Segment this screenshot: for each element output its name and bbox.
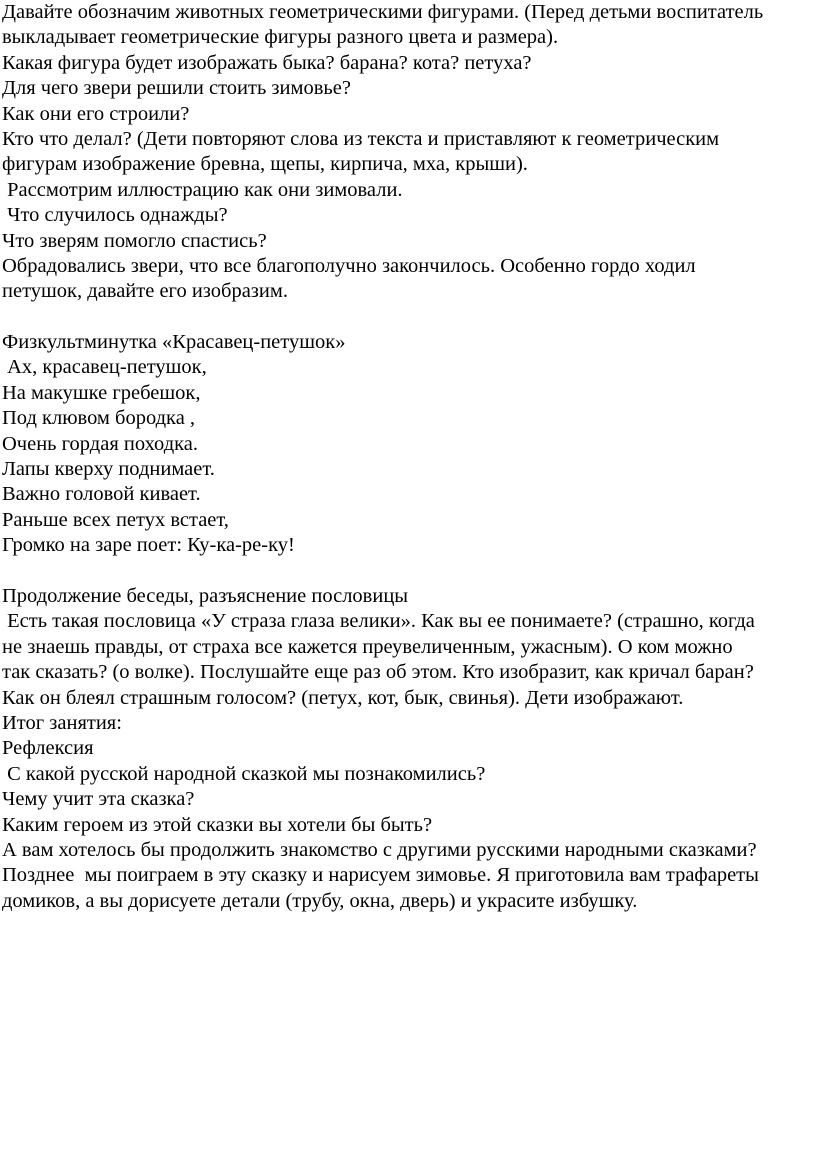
section-heading: Физкультминутка «Красавец-петушок» [2,331,346,354]
text-line: Для чего звери решили стоить зимовье? [2,77,351,100]
text-line: фигурам изображение бревна, щепы, кирпича, мха, крыши). [2,153,528,176]
paragraph-spacer [2,305,816,330]
text-line: не знаешь правды, от страха все кажется преувеличенным, ужасным). О ком можно [2,635,733,658]
paragraph-spacer [2,559,816,584]
text-line: выкладывает геометрические фигуры разного цвета и размера). [2,26,559,49]
text-line: Рассмотрим иллюстрацию как они зимовали. [2,178,403,201]
text-line: А вам хотелось бы продолжить знакомство с другими русскими народными сказками? [2,838,757,861]
poem-line: Очень гордая походка. [2,432,199,455]
text-line: Каким героем из этой сказки вы хотели бы быть? [2,813,433,836]
text-line: Позднее мы поиграем в эту сказку и нарисуем зимовье. Я приготовила вам трафареты [2,864,759,887]
text-line: Рефлексия [2,737,94,760]
text-line: Какая фигура будет изображать быка? барана? кота? петуха? [2,51,532,74]
text-line: Есть такая пословица «У страза глаза велики». Как вы ее понимаете? (страшно, когда [2,610,755,633]
physminute-section [2,330,816,559]
text-line: Что зверям помогло спастись? [2,229,267,252]
section-heading: Продолжение беседы, разъяснение пословицы [2,584,409,607]
text-line: Итог занятия: [2,711,122,734]
text-line: так сказать? (о волке). Послушайте еще раз об этом. Кто изобразит, как кричал баран? [2,661,754,684]
text-line: Как он блеял страшным голосом? (петух, кот, бык, свинья). Дети изображают. [2,686,684,709]
intro-section [2,0,816,305]
poem-line: Раньше всех петух встает, [2,508,229,531]
poem-line: Важно головой кивает. [2,483,201,506]
poem-line: Под клювом бородка , [2,407,196,430]
text-line: домиков, а вы дорисуете детали (трубу, окна, дверь) и украсите избушку. [2,889,638,912]
poem-line: Громко на заре поет: Ку-ка-ре-ку! [2,534,295,557]
text-line: петушок, давайте его изобразим. [2,280,288,303]
poem-line: Лапы кверху поднимает. [2,458,215,481]
text-line: Давайте обозначим животных геометрическими фигурами. (Перед детьми воспитатель [2,1,764,23]
text-line: Что случилось однажды? [2,204,228,227]
text-line: Чему учит эта сказка? [2,788,195,811]
poem-line: Ах, красавец-петушок, [2,356,207,379]
poem-line: На макушке гребешок, [2,381,201,404]
text-line: С какой русской народной сказкой мы познакомились? [2,762,486,785]
conclusion-section [2,584,816,914]
text-line: Как они его строили? [2,102,190,125]
text-line: Обрадовались звери, что все благополучно закончилось. Особенно гордо ходил [2,254,696,277]
document-page [2,0,816,914]
text-line: Кто что делал? (Дети повторяют слова из текста и приставляют к геометрическим [2,127,720,150]
